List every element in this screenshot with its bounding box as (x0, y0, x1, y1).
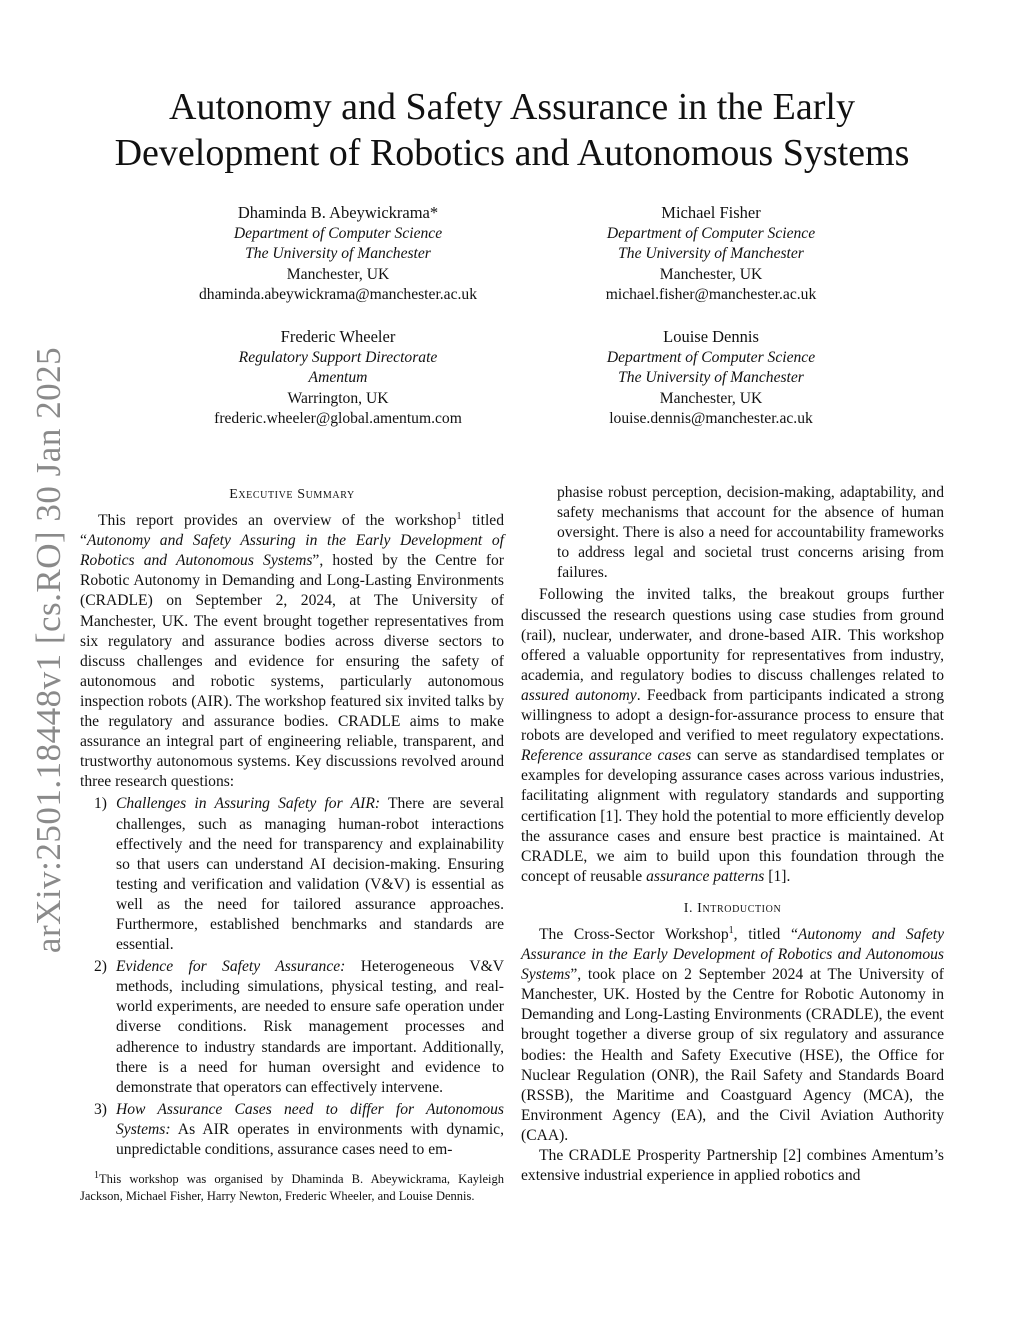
author-name: Frederic Wheeler (280, 327, 396, 346)
footnote-marker: 1 (456, 510, 462, 522)
list-item (80, 957, 504, 1098)
executive-summary-paragraph (80, 511, 504, 792)
research-questions-list (80, 794, 504, 1160)
italic-term: assurance patterns (646, 867, 765, 885)
text-run: titled “ (80, 512, 505, 550)
footnote-text: This workshop was organised by Dhaminda B. Abeywickrama, Kayleigh Jackson, Michael Fisher, Harry Newton, Frederic Wheeler, and Louise Dennis. (80, 1172, 504, 1203)
list-item-text: Heterogeneous V&V methods, including simulations, physical testing, and real-world experiments, are needed to ensure safe operation under diverse conditions. Risk management processes and adherence to industry standards are important. Additionally, there is a need for human oversight and evidence to demonstrate that operators can effectively intervene. (116, 958, 504, 1096)
author-block-3 (158, 327, 518, 430)
list-item-continuation: phasise robust perception, decision-making, adaptability, and safety mechanisms that account for the absence of human oversight. There is also a need for accountability frameworks to address legal and societal trust concerns arising from failures. (557, 484, 944, 582)
list-number: 2) (94, 958, 107, 976)
cradle-paragraph: The CRADLE Prosperity Partnership [2] combines Amentum’s extensive industrial experience in applied robotics and (521, 1147, 944, 1185)
text-run: This report provides an overview of the workshop (98, 512, 457, 530)
footnote (80, 1171, 504, 1204)
list-item-term: Challenges in Assuring Safety for AIR: (116, 795, 381, 813)
author-department: Department of Computer Science (233, 224, 443, 242)
author-name: Louise Dennis (663, 327, 759, 346)
list-item-term: How Assurance Cases need to differ for Autonomous Systems: (116, 1100, 504, 1138)
author-location: Manchester, UK (659, 389, 763, 407)
list-number: 1) (94, 795, 107, 813)
list-item-text: As AIR operates in environments with dynamic, unpredictable conditions, assurance cases need to em- (116, 1120, 504, 1158)
text-run: ”, took place on 2 September 2024 at The University of Manchester, UK. Hosted by the Centre for Robotic Autonomy in Demanding and Long-Lasting Environments (CRADLE), the event brought together a diverse group of six regulatory and assurance bodies: the Health and Safety Executive (HSE), the Office for Nuclear Regulation (ONR), the Rail Safety and Standards Board (RSSB), the Maritime and Coastguard Agency (MCA), the Environment Agency (EA), and the Civil Aviation Authority (CAA). (521, 966, 944, 1144)
author-department: Department of Computer Science (606, 348, 816, 366)
author-block-4 (531, 327, 891, 430)
author-name: Dhaminda B. Abeywickrama* (237, 203, 439, 222)
author-location: Warrington, UK (287, 389, 389, 407)
author-name: Michael Fisher (661, 203, 761, 222)
arxiv-sidebar (28, 346, 70, 954)
left-column (80, 485, 504, 1162)
italic-term: assured autonomy (521, 686, 637, 704)
author-email: dhaminda.abeywickrama@manchester.ac.uk (198, 286, 478, 303)
workshop-title-italic: Autonomy and Safety Assurance in the Early Development of Robotics and Autonomous Systems (521, 925, 944, 984)
footnote-number: 1 (94, 1169, 99, 1181)
text-run: ”, hosted by the Centre for Robotic Autonomy in Demanding and Long-Lasting Environments (CRADLE) on September 2, 2024, at The University of Manchester, UK. The event brought together representatives from six regulatory and assurance bodies across diverse sectors to discuss challenges and evidence for ensuring the safety of autonomous and robotic systems, particularly autonomous inspection robots (AIR). The workshop featured six invited talks by the regulatory and assurance bodies. CRADLE aims to make assurance an integral part of engineering reliable, transparent, and trustworthy autonomous systems. Key discussions revolved around three research questions: (80, 552, 505, 791)
text-run: Following the invited talks, the breakout groups further discussed the research questions using case studies from ground (rail), nuclear, underwater, and drone-based AIR. This workshop offered a valuable opportunity for representatives from industry, academia, and regulatory bodies to discuss challenges related to (521, 586, 944, 684)
author-email: louise.dennis@manchester.ac.uk (609, 410, 813, 427)
author-email: michael.fisher@manchester.ac.uk (605, 286, 817, 303)
right-column (521, 483, 944, 1186)
author-organization: The University of Manchester (245, 245, 431, 262)
author-location: Manchester, UK (286, 265, 390, 283)
text-run: can serve as standardised templates or examples for developing assurance cases across various industries, facilitating alignment with regulatory standards and supporting certification [1]. They hold the potential to more efficiently develop the assurance cases and ensure best practice is maintained. At CRADLE, we aim to build upon this foundation through the concept of reusable (521, 747, 944, 885)
author-organization: The University of Manchester (618, 245, 804, 262)
author-department: Department of Computer Science (606, 224, 816, 242)
text-run: . Feedback from participants indicated a strong willingness to adopt a design-for-assurance process to ensure that robots are developed and verified to meet regulatory expectations. (521, 686, 944, 745)
author-organization: Amentum (308, 369, 368, 386)
text-run: The Cross-Sector Workshop (539, 925, 729, 943)
list-item-term: Evidence for Safety Assurance: (116, 958, 346, 976)
author-block-2 (531, 203, 891, 306)
paper-title (60, 84, 964, 176)
workshop-title-italic: Autonomy and Safety Assuring in the Early Development of Robotics and Autonomous Systems (80, 532, 504, 570)
italic-term: Reference assurance cases (521, 747, 692, 765)
title-line-2: Development of Robotics and Autonomous Systems (114, 132, 910, 174)
author-department: Regulatory Support Directorate (238, 348, 438, 366)
breakout-paragraph (521, 585, 944, 886)
footnote-marker: 1 (728, 924, 734, 936)
executive-summary-heading: Executive Summary (229, 487, 355, 502)
arxiv-identifier: arXiv:2501.18448v1 [cs.RO] 30 Jan 2025 (29, 346, 68, 954)
list-item-text: There are several challenges, such as managing human-robot interactions effectively and the need for transparency and explainability so that users can understand AI decision-making. Ensuring testing and verification and validation (V&V) is essential as well as the need for tailored assurance approaches. Furthermore, established benchmarks and standards are essential. (116, 795, 504, 954)
author-email: frederic.wheeler@global.amentum.com (214, 410, 462, 427)
text-run: , titled “ (733, 925, 798, 943)
author-organization: The University of Manchester (618, 369, 804, 386)
text-run: [1]. (764, 867, 791, 885)
introduction-heading: I. Introduction (683, 900, 782, 916)
author-block-1 (158, 203, 518, 306)
list-item (80, 794, 504, 955)
introduction-paragraph (521, 925, 944, 1146)
list-item (80, 1100, 504, 1160)
title-line-1: Autonomy and Safety Assurance in the Early (169, 86, 855, 128)
list-number: 3) (94, 1100, 107, 1118)
author-location: Manchester, UK (659, 265, 763, 283)
